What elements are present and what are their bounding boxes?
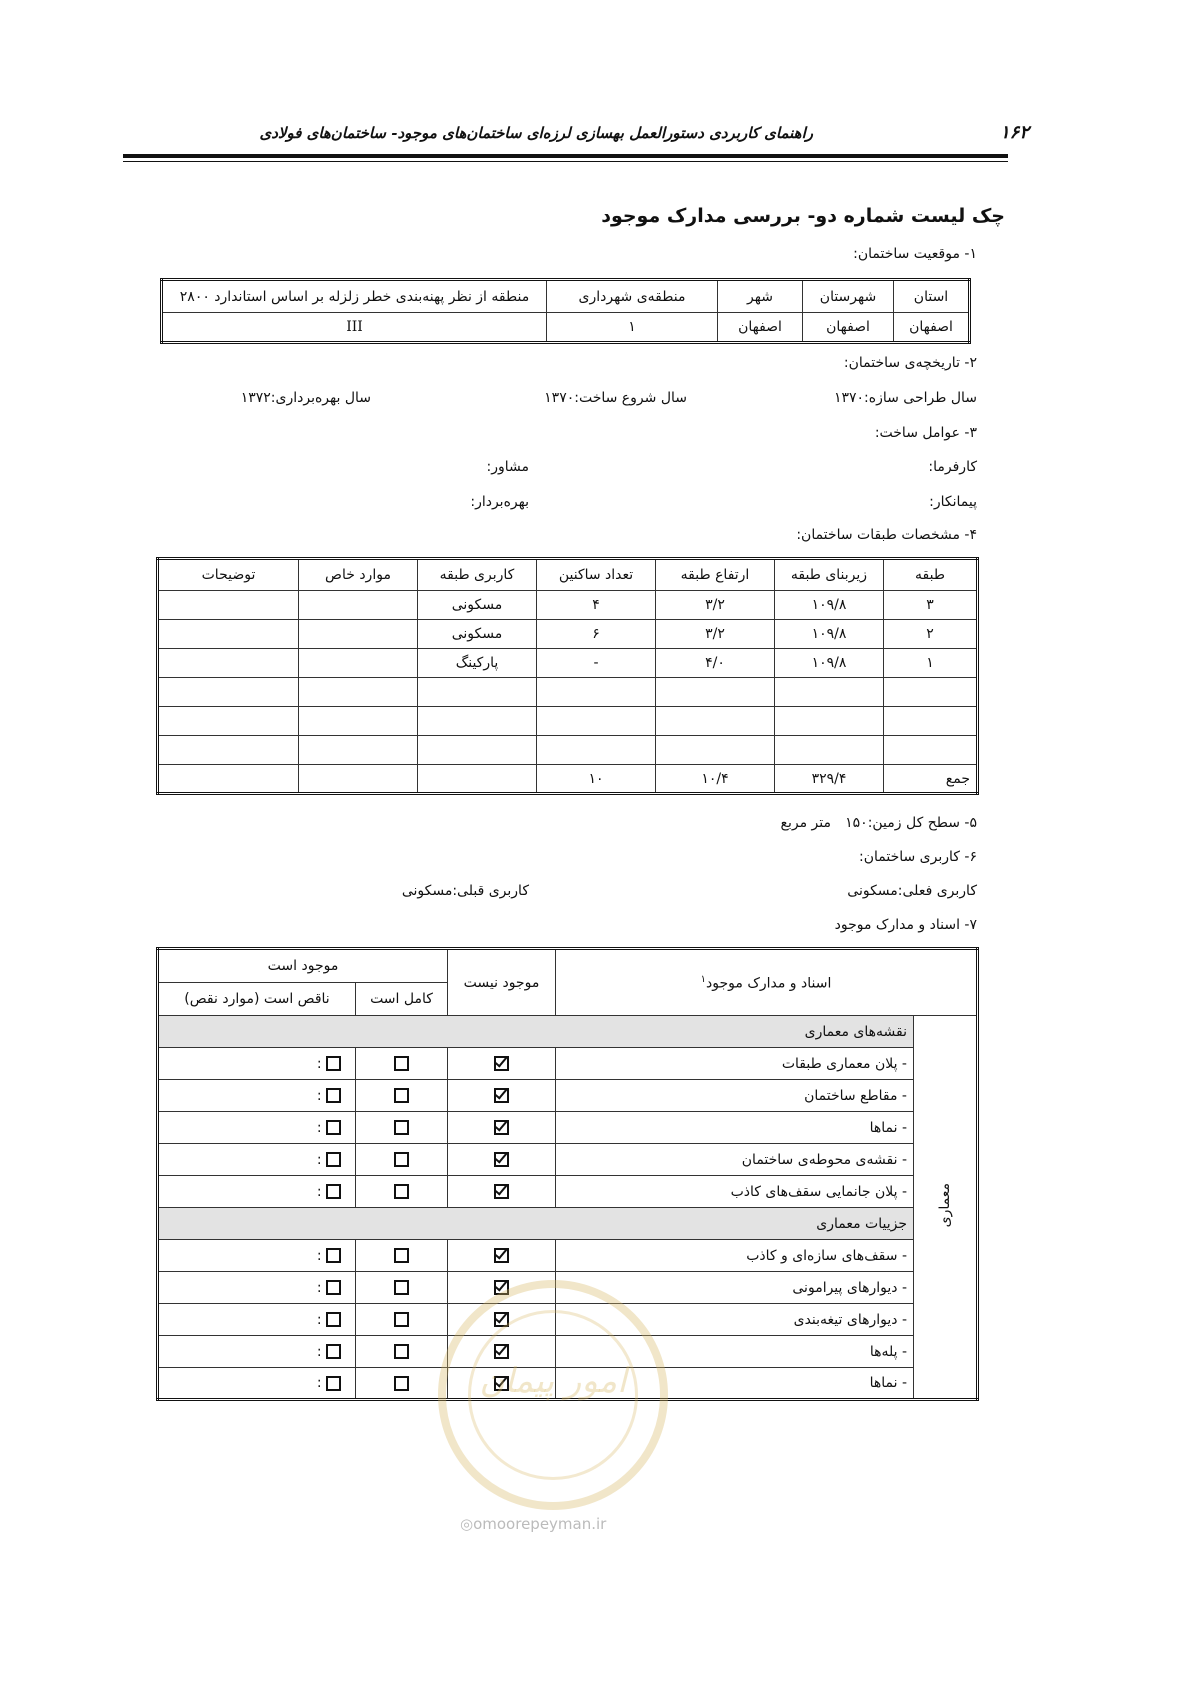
floors-header-cell: توضیحات [158,559,299,591]
running-header-title: راهنمای کاربردی دستورالعمل بهسازی لرزه‌ای ساختمان‌های موجود- ساختمان‌های فولادی [259,124,813,142]
not-available-checkbox[interactable] [494,1088,509,1103]
table-cell: ۱۰۹/۸ [775,649,884,678]
complete-cell [356,1080,448,1112]
complete-cell [356,1272,448,1304]
table-cell [656,707,775,736]
operation-year: سال بهره‌برداری:۱۳۷۲ [240,390,371,406]
complete-cell [356,1304,448,1336]
table-cell: جمع [884,765,978,794]
section4-heading: ۴- مشخصات طبقات ساختمان: [796,527,977,543]
location-value-cell: III [162,313,547,343]
table-cell [884,707,978,736]
doc-row [158,1112,978,1144]
table-row [158,591,978,620]
doc-label: - پلان معماری طبقات [556,1048,914,1080]
complete-checkbox[interactable] [394,1376,409,1391]
table-cell [775,678,884,707]
section3-heading: ۳- عوامل ساخت: [874,425,977,441]
not-available-checkbox[interactable] [494,1120,509,1135]
not-available-cell [448,1144,556,1176]
globe-icon: ◎ [460,1515,474,1533]
not-available-cell [448,1080,556,1112]
complete-checkbox[interactable] [394,1184,409,1199]
complete-header: کامل است [356,983,448,1016]
doc-label: - نماها [556,1368,914,1400]
group-row [158,1016,978,1048]
doc-label: - دیوارهای تیغه‌بندی [556,1304,914,1336]
incomplete-colon: : [316,1087,322,1104]
incomplete-cell [158,1272,356,1304]
doc-label: - سقف‌های سازه‌ای و کاذب [556,1240,914,1272]
complete-checkbox[interactable] [394,1248,409,1263]
land-area: ۵- سطح کل زمین:۱۵۰ [845,815,977,831]
table-cell [537,736,656,765]
complete-cell [356,1336,448,1368]
table-cell [656,736,775,765]
complete-cell [356,1144,448,1176]
incomplete-checkbox[interactable] [326,1184,341,1199]
incomplete-header: ناقص است (موارد نقص) [158,983,356,1016]
location-value-row [162,313,970,343]
docs-header-row [158,949,978,983]
docs-header-label: اسناد و مدارک موجود [706,975,832,992]
table-cell [299,707,418,736]
complete-cell [356,1240,448,1272]
incomplete-colon: : [316,1151,322,1168]
floors-header-cell: زیربنای طبقه [775,559,884,591]
table-cell [884,736,978,765]
complete-cell [356,1176,448,1208]
watermark-site [460,1515,606,1533]
complete-cell [356,1112,448,1144]
complete-checkbox[interactable] [394,1152,409,1167]
complete-checkbox[interactable] [394,1088,409,1103]
incomplete-colon: : [316,1247,322,1264]
docs-header-cell [556,949,978,1016]
table-cell [775,736,884,765]
doc-row [158,1176,978,1208]
table-cell: ۴/۰ [656,649,775,678]
watermark-seal [438,1280,668,1510]
table-cell: ۱۰ [537,765,656,794]
group-title: جزییات معماری [158,1208,914,1240]
incomplete-checkbox[interactable] [326,1344,341,1359]
table-cell [158,678,299,707]
not-available-checkbox[interactable] [494,1056,509,1071]
location-header-cell: شهرستان [803,280,894,313]
location-value-cell: اصفهان [803,313,894,343]
not-available-cell [448,1176,556,1208]
floors-header-row [158,559,978,591]
incomplete-checkbox[interactable] [326,1152,341,1167]
table-cell: - [537,649,656,678]
page-title: چک لیست شماره دو- بررسی مدارک موجود [601,205,1005,227]
table-cell [537,678,656,707]
not-available-header: موجود نیست [448,949,556,1016]
incomplete-cell [158,1336,356,1368]
incomplete-colon: : [316,1055,322,1072]
start-year: سال شروع ساخت:۱۳۷۰ [544,390,687,406]
consultant-label: مشاور: [486,459,529,475]
not-available-cell [448,1240,556,1272]
table-cell [158,591,299,620]
location-header-cell: منطقه‌ی شهرداری [547,280,718,313]
doc-label: - نماها [556,1112,914,1144]
land-area-unit: متر مربع [780,815,831,831]
floors-header-cell: ارتفاع طبقه [656,559,775,591]
incomplete-colon: : [316,1311,322,1328]
location-header-cell: منطقه از نظر پهنه‌بندی خطر زلزله بر اساس استاندارد ۲۸۰۰ [162,280,547,313]
contractor-label: پیمانکار: [929,494,977,510]
table-cell [158,649,299,678]
doc-label: - مقاطع ساختمان [556,1080,914,1112]
floors-header-cell: کاربری طبقه [418,559,537,591]
table-cell: ۳/۲ [656,591,775,620]
incomplete-cell [158,1368,356,1400]
table-cell [656,678,775,707]
table-cell [884,678,978,707]
not-available-cell [448,1112,556,1144]
table-cell: ۱ [884,649,978,678]
table-cell [537,707,656,736]
floors-header-cell: موارد خاص [299,559,418,591]
not-available-checkbox[interactable] [494,1152,509,1167]
location-value-cell: اصفهان [718,313,803,343]
incomplete-cell [158,1080,356,1112]
table-cell [158,620,299,649]
complete-checkbox[interactable] [394,1312,409,1327]
location-value-cell: اصفهان [894,313,970,343]
doc-label: - پلان جانمایی سقف‌های کاذب [556,1176,914,1208]
incomplete-cell [158,1240,356,1272]
location-header-cell: استان [894,280,970,313]
operator-label: بهره‌بردار: [470,494,529,510]
complete-checkbox[interactable] [394,1056,409,1071]
incomplete-checkbox[interactable] [326,1056,341,1071]
incomplete-cell [158,1304,356,1336]
table-cell: مسکونی [418,620,537,649]
doc-label: - دیوارهای پیرامونی [556,1272,914,1304]
section1-heading: ۱- موقعیت ساختمان: [853,246,977,262]
table-cell: پارکینگ [418,649,537,678]
floors-header-cell: تعداد ساکنین [537,559,656,591]
incomplete-colon: : [316,1119,322,1136]
complete-checkbox[interactable] [394,1344,409,1359]
doc-label: - پله‌ها [556,1336,914,1368]
side-label: معماری [937,1182,953,1228]
doc-row [158,1048,978,1080]
watermark-site-text: omoorepeyman.ir [473,1515,607,1533]
docs-header-footnote: ۱ [700,973,707,985]
employer-label: کارفرما: [928,459,977,475]
current-usage: کاربری فعلی:مسکونی [847,883,977,899]
not-available-cell [448,1048,556,1080]
complete-cell [356,1048,448,1080]
table-row [158,649,978,678]
table-cell: ۳۲۹/۴ [775,765,884,794]
side-label-cell [914,1016,978,1400]
page-number: ۱۶۲ [999,122,1029,143]
floors-header-cell: طبقه [884,559,978,591]
incomplete-cell [158,1144,356,1176]
table-cell [418,707,537,736]
incomplete-checkbox[interactable] [326,1120,341,1135]
table-cell [775,707,884,736]
complete-checkbox[interactable] [394,1280,409,1295]
doc-row [158,1144,978,1176]
doc-row [158,1240,978,1272]
location-value-cell: ۱ [547,313,718,343]
incomplete-checkbox[interactable] [326,1376,341,1391]
header-rule-thick [123,154,1008,158]
incomplete-checkbox[interactable] [326,1248,341,1263]
table-cell [299,736,418,765]
table-cell: مسکونی [418,591,537,620]
table-cell [299,765,418,794]
section7-heading: ۷- اسناد و مدارک موجود [834,917,977,933]
table-cell [299,591,418,620]
incomplete-colon: : [316,1279,322,1296]
incomplete-colon: : [316,1343,322,1360]
table-cell: ۱۰۹/۸ [775,620,884,649]
table-cell [299,649,418,678]
floors-table [156,557,979,795]
incomplete-checkbox[interactable] [326,1088,341,1103]
incomplete-checkbox[interactable] [326,1312,341,1327]
table-cell [158,765,299,794]
doc-row [158,1080,978,1112]
section2-heading: ۲- تاریخچه‌ی ساختمان: [843,355,977,371]
design-year: سال طراحی سازه:۱۳۷۰ [833,390,977,406]
table-cell [299,620,418,649]
watermark-text: امور پیمان [479,1360,627,1401]
group-title: نقشه‌های معماری [158,1016,914,1048]
table-row [158,707,978,736]
table-cell: ۱۰/۴ [656,765,775,794]
table-cell: ۱۰۹/۸ [775,591,884,620]
table-cell: ۳/۲ [656,620,775,649]
available-header: موجود است [158,949,448,983]
location-header-cell: شهر [718,280,803,313]
table-row [158,620,978,649]
incomplete-cell [158,1112,356,1144]
not-available-checkbox[interactable] [494,1248,509,1263]
location-table [160,278,971,344]
incomplete-checkbox[interactable] [326,1280,341,1295]
table-cell [418,736,537,765]
complete-cell [356,1368,448,1400]
not-available-checkbox[interactable] [494,1184,509,1199]
table-cell [158,707,299,736]
table-total-row [158,765,978,794]
table-cell [158,736,299,765]
incomplete-cell [158,1176,356,1208]
complete-checkbox[interactable] [394,1120,409,1135]
incomplete-colon: : [316,1375,322,1391]
table-cell: ۳ [884,591,978,620]
incomplete-cell [158,1048,356,1080]
incomplete-colon: : [316,1183,322,1200]
section6-heading: ۶- کاربری ساختمان: [859,849,977,865]
table-cell [418,765,537,794]
group-row [158,1208,978,1240]
table-cell: ۶ [537,620,656,649]
table-cell: ۴ [537,591,656,620]
header-rule-thin [123,161,1008,162]
table-row [158,736,978,765]
table-cell: ۲ [884,620,978,649]
table-cell [299,678,418,707]
table-row [158,678,978,707]
location-header-row [162,280,970,313]
previous-usage: کاربری قبلی:مسکونی [401,883,529,899]
table-cell [418,678,537,707]
doc-label: - نقشه‌ی محوطه‌ی ساختمان [556,1144,914,1176]
